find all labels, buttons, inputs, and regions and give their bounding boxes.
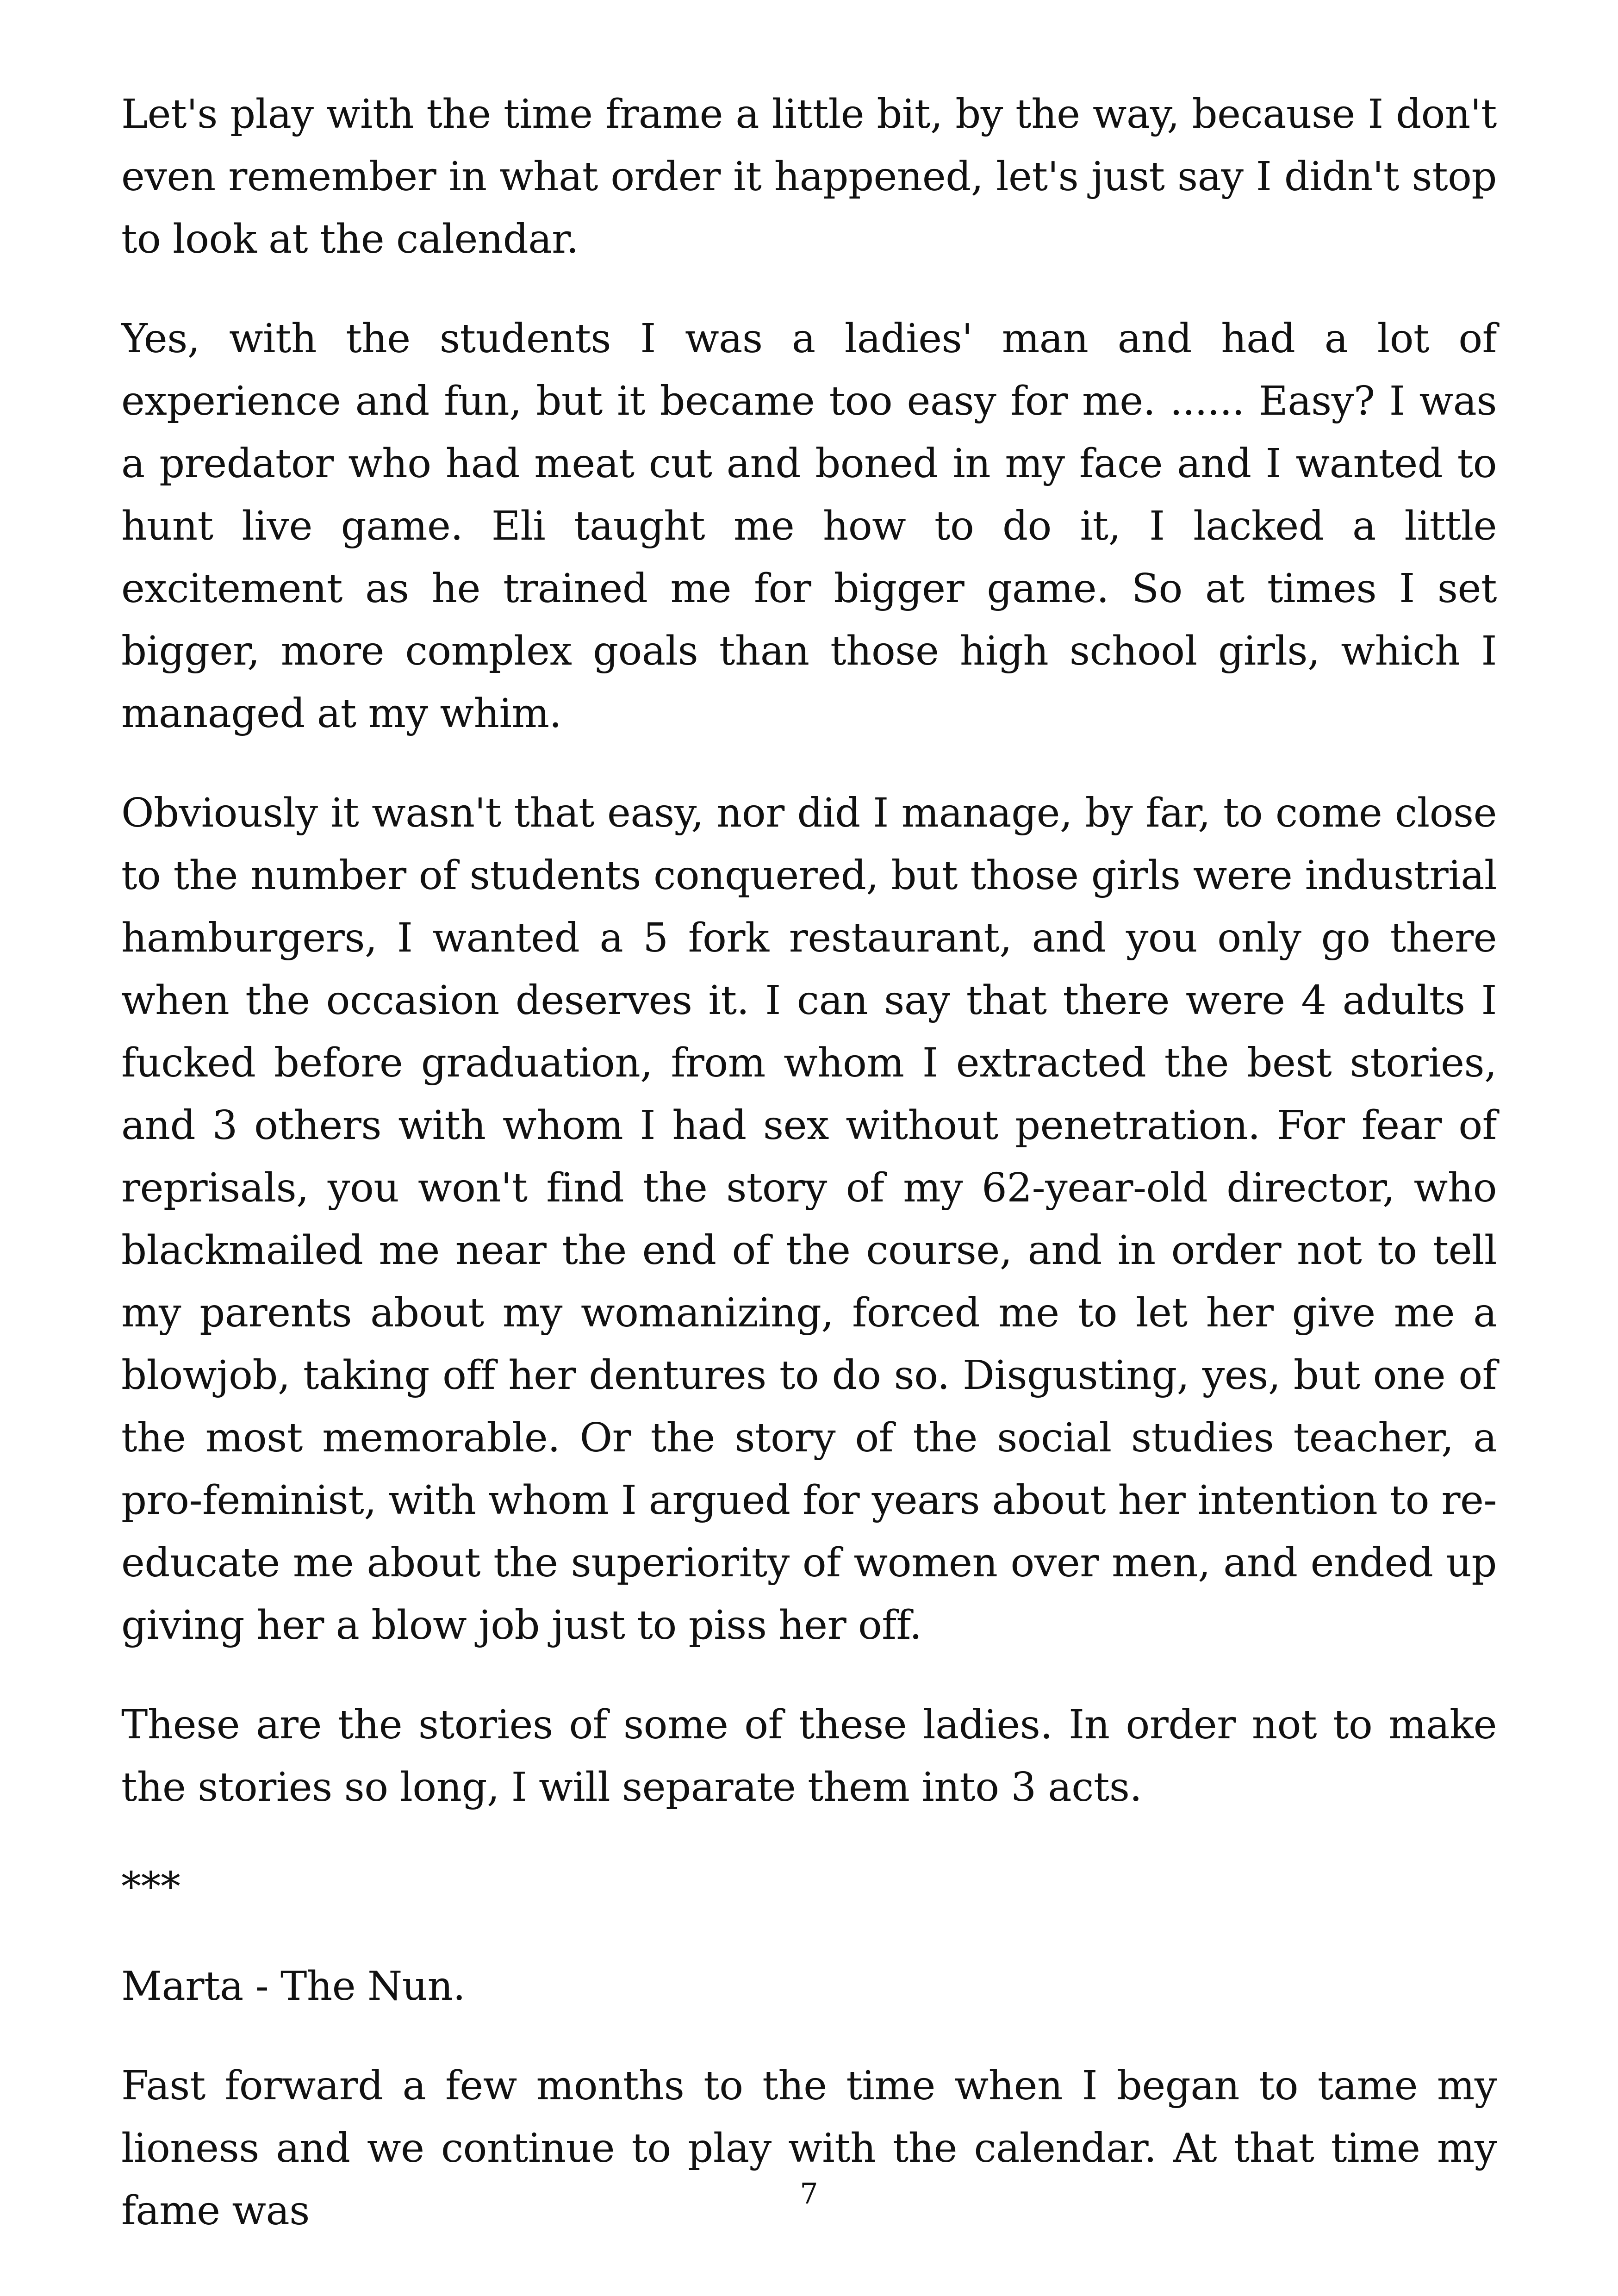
paragraph-adults: Obviously it wasn't that easy, nor did I manage, by far, to come close to the number of students conquered, but those girls were industrial hamburgers, I wanted a 5 fork restaurant, and you only go there when the occasion deserves it. I can say that there were 4 adults I fucked before graduation, from whom I extracted the best stories, and 3 others with whom I had sex without penetration. For fear of reprisals, you won't find the story of my 62-year-old director, who blackmailed me near the end of the course, and in order not to tell my parents about my womanizing, forced me to let her give me a blowjob, taking off her dentures to do so. Disgusting, yes, but one of the most memorable. Or the story of the social studies teacher, a pro-feminist, with whom I argued for years about her intention to re-educate me about the superiority of women over men, and ended up giving her a blow job just to piss her off.: [121, 790, 1497, 1649]
body-text: [121, 83, 1497, 2279]
paragraph-time-frame: Let's play with the time frame a little bit, by the way, because I don't even remember in what order it happened, let's just say I didn't stop to look at the calendar.: [121, 91, 1497, 262]
section-separator: ***: [121, 1864, 180, 1910]
page-number: 7: [800, 2177, 818, 2210]
section-heading: Marta - The Nun.: [121, 1963, 466, 2010]
paragraph-ladies-man: Yes, with the students I was a ladies' man and had a lot of experience and fun, but it became too easy for me. ...... Easy? I was a predator who had meat cut and boned in my face and I wanted to hunt live game. Eli taught me how to do it, I lacked a little excitement as he trained me for bigger game. So at times I set bigger, more complex goals than those high school girls, which I managed at my whim.: [121, 316, 1497, 737]
paragraph-three-acts: These are the stories of some of these ladies. In order not to make the stories so long, I will separate them into 3 acts.: [121, 1702, 1497, 1811]
paragraph-fast-forward: Fast forward a few months to the time when I began to tame my lioness and we continue to play with the calendar. At that time my fame was: [121, 2063, 1497, 2234]
